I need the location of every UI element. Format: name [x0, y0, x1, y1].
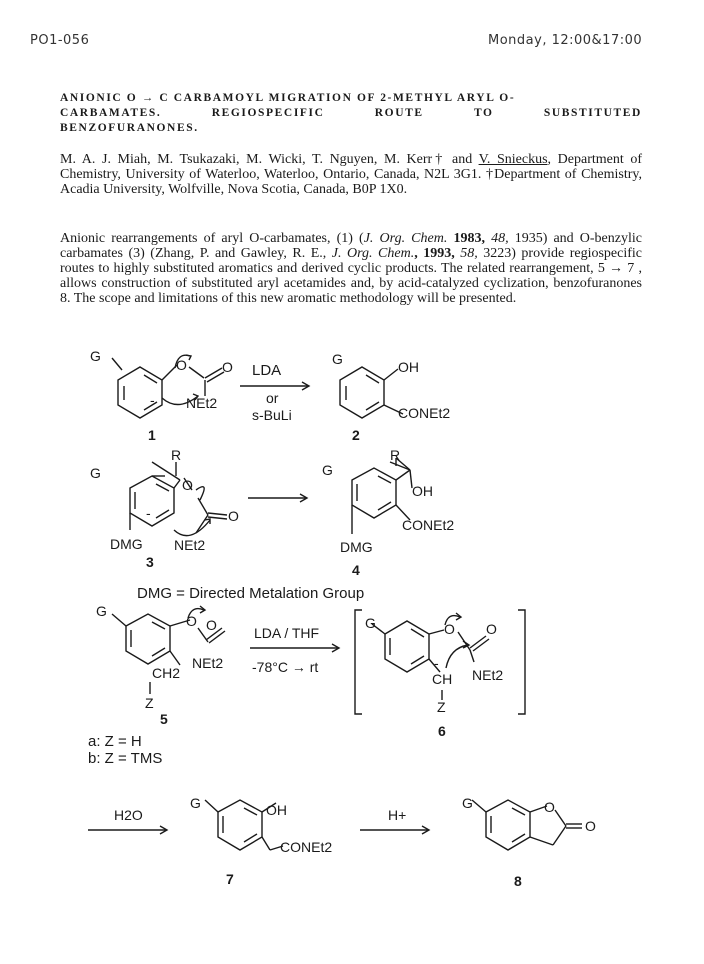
abstract-code: PO1-056 [30, 33, 90, 48]
journal-name: J. Org. Chem. [331, 246, 415, 261]
substituent-g: G [190, 795, 201, 811]
affiliations: Department of Chemistry, University of Waterloo, Waterloo, Ontario, Canada, N2L 3G1. †Department of Chemistry, Acadia University, Wolfville, Nova Scotia, Canada, B0P 1X0. [60, 152, 643, 197]
title-word: TO [473, 107, 494, 119]
methylene-group: CH2 [152, 665, 181, 681]
compound-label-1: 1 [148, 427, 156, 443]
dmg-definition: DMG = Directed Metalation Group [137, 585, 365, 602]
compound-label-5: 5 [160, 711, 168, 727]
journal-volume: 48, [491, 231, 509, 246]
compound-label-6: 6 [438, 723, 446, 739]
substituent-g: G [322, 462, 333, 478]
abstract-year: , 1993, [414, 246, 461, 261]
compound-8-structure [472, 800, 582, 850]
title-word: REGIOSPECIFIC [211, 107, 325, 119]
ring-oxygen: O [544, 799, 555, 815]
carbanion-charge: - [146, 505, 151, 521]
atom-o: O [182, 477, 193, 493]
author-sep: , [547, 152, 552, 167]
atom-o: O [176, 357, 187, 373]
abstract-segment: 3223) provide regiospecific routes to highly substituted aromatics and derived cyclic products. The related rearrangement, 5 → 7 , allows construction of substituted aryl acetamides and, by acid-catalyzed cyclization, benzofuranones 8. The scope and limitations of this new aromatic methodology will be presented. [60, 246, 642, 306]
variant-a: a: Z = H [88, 733, 142, 750]
abstract-year: 1983, [447, 231, 492, 246]
substituent-z: Z [437, 699, 446, 715]
substituent-g: G [96, 603, 107, 619]
amide-group: CONEt2 [402, 517, 455, 533]
atom-o: O [222, 359, 233, 375]
atom-o: O [444, 621, 455, 637]
compound-label-8: 8 [514, 873, 522, 889]
substituent-r: R [171, 447, 182, 463]
carbonyl-oxygen: O [585, 818, 596, 834]
reagent-lda-thf: LDA / THF [254, 625, 320, 641]
title-line-3: BENZOFURANONES. [60, 122, 199, 134]
reagent-acid: H+ [388, 807, 407, 823]
journal-name: J. Org. Chem. [363, 231, 448, 246]
amide-group: NEt2 [472, 667, 504, 683]
amide-group: NEt2 [174, 537, 206, 553]
compound-label-7: 7 [226, 871, 234, 887]
journal-volume: 58, [460, 246, 478, 261]
reagent-or: or [266, 390, 279, 406]
compound-6-structure [372, 613, 489, 700]
carbanion-charge: - [150, 392, 155, 408]
title-line-1: ANIONIC O → C CARBAMOYL MIGRATION OF 2-METHYL ARYL O- [60, 92, 516, 104]
compound-label-3: 3 [146, 554, 154, 570]
amide-group: CONEt2 [280, 839, 333, 855]
carbanion-charge: - [434, 655, 439, 671]
substituent-r: R [390, 447, 401, 463]
atom-o: O [186, 613, 197, 629]
substituent-z: Z [145, 695, 154, 711]
title-word: SUBSTITUTED [543, 107, 642, 119]
reagent-lda: LDA [252, 362, 282, 379]
variant-b: b: Z = TMS [88, 750, 163, 767]
presenting-author: V. Snieckus [478, 152, 548, 167]
session-time: Monday, 12:00&17:00 [488, 33, 643, 48]
amide-group: NEt2 [192, 655, 224, 671]
compound-3-structure [130, 462, 227, 536]
atom-o: O [486, 621, 497, 637]
hydroxyl-group: OH [266, 802, 287, 818]
substituent-g: G [332, 351, 343, 367]
compound-2-structure [340, 367, 403, 418]
abstract-segment: 1935) and O-benzylic carbamates (3) (Zhang, P. and Gawley, R. E., [60, 231, 642, 261]
dmg-group: DMG [340, 539, 373, 555]
hydroxyl-group: OH [398, 359, 419, 375]
atom-o: O [206, 617, 217, 633]
abstract-segment: Anionic rearrangements of aryl O-carbamates, (1) ( [60, 231, 364, 246]
author-names: M. A. J. Miah, M. Tsukazaki, M. Wicki, T. Nguyen, M. Kerr† and [60, 152, 479, 167]
dmg-group: DMG [110, 536, 143, 552]
substituent-g: G [90, 465, 101, 481]
amide-group: NEt2 [186, 395, 218, 411]
substituent-g: G [462, 795, 473, 811]
reaction-conditions: -78°C → rt [252, 659, 319, 675]
compound-label-4: 4 [352, 562, 360, 578]
reagent-sbuli: s-BuLi [252, 407, 292, 423]
atom-o: O [228, 508, 239, 524]
substituent-g: G [365, 615, 376, 631]
title-word: ROUTE [374, 107, 424, 119]
amide-group: CONEt2 [398, 405, 451, 421]
hydroxyl-group: OH [412, 483, 433, 499]
title-word: CARBAMATES. [60, 107, 162, 119]
methine-carbanion: CH [432, 671, 453, 687]
substituent-g: G [90, 348, 101, 364]
reagent-water: H2O [114, 807, 143, 823]
compound-label-2: 2 [352, 427, 360, 443]
